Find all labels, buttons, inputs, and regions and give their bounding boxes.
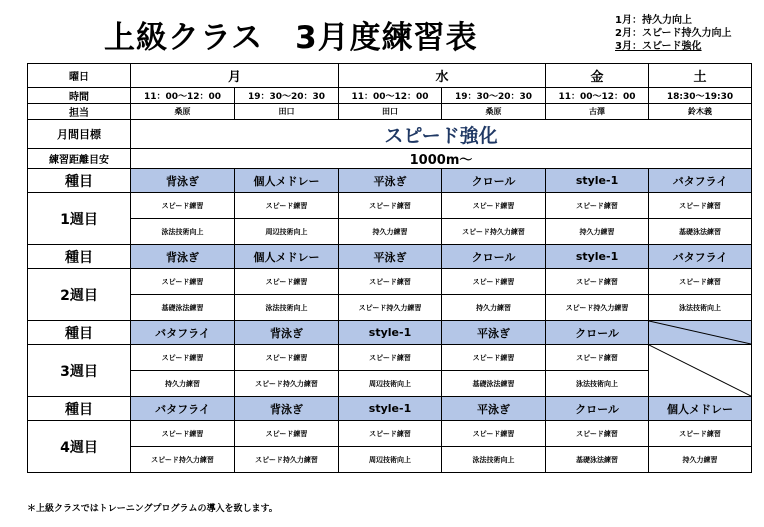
page-title: 上級クラス 3月度練習表 xyxy=(104,20,478,56)
time-cell: 11：00～12：00 xyxy=(339,88,442,104)
time-cell: 11：00～12：00 xyxy=(546,88,649,104)
time-label: 時間 xyxy=(28,88,131,104)
diagonal-slash xyxy=(649,321,751,344)
event-cell: style-1 xyxy=(339,397,442,421)
day-monday: 月 xyxy=(131,64,339,88)
event-cell: style-1 xyxy=(546,245,649,269)
menu-cell: スピード練習 xyxy=(546,269,649,295)
monthly-goal-value: スピード強化 xyxy=(131,120,752,149)
legend-item-january: 1月：持久力向上 xyxy=(615,15,692,26)
menu-row xyxy=(28,193,752,219)
menu-cell: スピード練習 xyxy=(235,421,339,447)
event-label: 種目 xyxy=(28,169,131,193)
coach-cell: 古澤 xyxy=(546,104,649,120)
menu-cell: 持久力練習 xyxy=(339,219,442,245)
event-label: 種目 xyxy=(28,397,131,421)
event-cell: 個人メドレー xyxy=(235,245,339,269)
diagonal-slash xyxy=(649,345,751,396)
time-cell: 18:30～19:30 xyxy=(649,88,752,104)
time-cell: 19：30～20：30 xyxy=(442,88,546,104)
menu-cell: スピード練習 xyxy=(339,193,442,219)
event-cell: 個人メドレー xyxy=(235,169,339,193)
coach-cell: 桑原 xyxy=(131,104,235,120)
menu-row xyxy=(28,345,752,371)
menu-row xyxy=(28,295,752,321)
week-label: 1週目 xyxy=(28,193,131,245)
event-cell: 背泳ぎ xyxy=(131,245,235,269)
menu-cell: スピード持久力練習 xyxy=(235,447,339,473)
event-cell: バタフライ xyxy=(131,321,235,345)
distance-row xyxy=(28,149,752,169)
coach-cell: 桑原 xyxy=(442,104,546,120)
footnote: ＊上級クラスではトレーニングプログラムの導入を致します。 xyxy=(27,504,278,514)
week-label: 3週目 xyxy=(28,345,131,397)
menu-cell: スピード練習 xyxy=(442,345,546,371)
day-label: 曜日 xyxy=(28,64,131,88)
menu-cell: 周辺技術向上 xyxy=(339,371,442,397)
legend-item-february: 2月：スピード持久力向上 xyxy=(615,28,732,39)
menu-cell: 泳法技術向上 xyxy=(442,447,546,473)
menu-cell: スピード持久力練習 xyxy=(546,295,649,321)
menu-row xyxy=(28,447,752,473)
menu-cell: 基礎泳法練習 xyxy=(131,295,235,321)
menu-cell: スピード練習 xyxy=(131,345,235,371)
menu-cell: スピード練習 xyxy=(442,193,546,219)
coach-row xyxy=(28,104,752,120)
monthly-theme-legend xyxy=(615,14,732,53)
event-cell: 平泳ぎ xyxy=(339,169,442,193)
menu-row xyxy=(28,421,752,447)
event-cell: クロール xyxy=(546,397,649,421)
menu-cell: スピード練習 xyxy=(235,269,339,295)
week-label: 4週目 xyxy=(28,421,131,473)
time-cell: 19：30～20：30 xyxy=(235,88,339,104)
event-label: 種目 xyxy=(28,321,131,345)
menu-cell: スピード練習 xyxy=(546,193,649,219)
menu-cell: 基礎泳法練習 xyxy=(649,219,752,245)
menu-cell: スピード練習 xyxy=(131,269,235,295)
empty-cell-slashed xyxy=(649,345,752,397)
menu-cell: スピード練習 xyxy=(339,345,442,371)
menu-cell: スピード練習 xyxy=(339,269,442,295)
menu-row xyxy=(28,371,752,397)
menu-cell: スピード練習 xyxy=(442,269,546,295)
menu-cell: 周辺技術向上 xyxy=(235,219,339,245)
monthly-goal-row xyxy=(28,120,752,149)
menu-cell: 持久力練習 xyxy=(649,447,752,473)
menu-cell: スピード練習 xyxy=(649,421,752,447)
menu-cell: スピード練習 xyxy=(235,193,339,219)
menu-cell: スピード練習 xyxy=(649,269,752,295)
menu-row xyxy=(28,219,752,245)
event-row xyxy=(28,245,752,269)
menu-cell: スピード練習 xyxy=(546,345,649,371)
event-row xyxy=(28,321,752,345)
event-cell: style-1 xyxy=(546,169,649,193)
time-row xyxy=(28,88,752,104)
menu-cell: スピード練習 xyxy=(131,421,235,447)
coach-cell: 田口 xyxy=(235,104,339,120)
event-cell: 背泳ぎ xyxy=(235,397,339,421)
menu-cell: スピード練習 xyxy=(131,193,235,219)
week-label: 2週目 xyxy=(28,269,131,321)
menu-cell: スピード練習 xyxy=(442,421,546,447)
time-cell: 11：00～12：00 xyxy=(131,88,235,104)
menu-cell: スピード持久力練習 xyxy=(235,371,339,397)
event-row xyxy=(28,169,752,193)
event-label: 種目 xyxy=(28,245,131,269)
menu-cell: スピード持久力練習 xyxy=(339,295,442,321)
menu-cell: 周辺技術向上 xyxy=(339,447,442,473)
event-cell: 個人メドレー xyxy=(649,397,752,421)
distance-label: 練習距離目安 xyxy=(28,149,131,169)
distance-value: 1000m～ xyxy=(131,149,752,169)
menu-cell: 基礎泳法練習 xyxy=(546,447,649,473)
menu-cell: 泳法技術向上 xyxy=(131,219,235,245)
event-cell: バタフライ xyxy=(649,169,752,193)
menu-cell: 持久力練習 xyxy=(442,295,546,321)
event-cell: 平泳ぎ xyxy=(339,245,442,269)
event-cell: バタフライ xyxy=(649,245,752,269)
event-cell: クロール xyxy=(546,321,649,345)
coach-cell: 田口 xyxy=(339,104,442,120)
menu-cell: 泳法技術向上 xyxy=(649,295,752,321)
menu-cell: 泳法技術向上 xyxy=(235,295,339,321)
menu-cell: 基礎泳法練習 xyxy=(442,371,546,397)
event-cell: バタフライ xyxy=(131,397,235,421)
menu-cell: 持久力練習 xyxy=(546,219,649,245)
day-wednesday: 水 xyxy=(339,64,546,88)
coach-label: 担当 xyxy=(28,104,131,120)
event-cell: 背泳ぎ xyxy=(131,169,235,193)
empty-cell-slashed xyxy=(649,321,752,345)
day-saturday: 土 xyxy=(649,64,752,88)
event-row xyxy=(28,397,752,421)
menu-cell: スピード持久力練習 xyxy=(131,447,235,473)
event-cell: style-1 xyxy=(339,321,442,345)
event-cell: クロール xyxy=(442,169,546,193)
day-header-row xyxy=(28,64,752,88)
menu-cell: スピード練習 xyxy=(235,345,339,371)
menu-cell: スピード練習 xyxy=(339,421,442,447)
menu-cell: スピード練習 xyxy=(649,193,752,219)
event-cell: クロール xyxy=(442,245,546,269)
menu-cell: スピード持久力練習 xyxy=(442,219,546,245)
day-friday: 金 xyxy=(546,64,649,88)
event-cell: 平泳ぎ xyxy=(442,397,546,421)
coach-cell: 鈴木義 xyxy=(649,104,752,120)
event-cell: 背泳ぎ xyxy=(235,321,339,345)
menu-row xyxy=(28,269,752,295)
menu-cell: 持久力練習 xyxy=(131,371,235,397)
menu-cell: スピード練習 xyxy=(546,421,649,447)
event-cell: 平泳ぎ xyxy=(442,321,546,345)
menu-cell: 泳法技術向上 xyxy=(546,371,649,397)
monthly-goal-label: 月間目標 xyxy=(28,120,131,149)
legend-item-march: 3月：スピード強化 xyxy=(615,41,702,52)
practice-schedule-table xyxy=(27,63,752,473)
